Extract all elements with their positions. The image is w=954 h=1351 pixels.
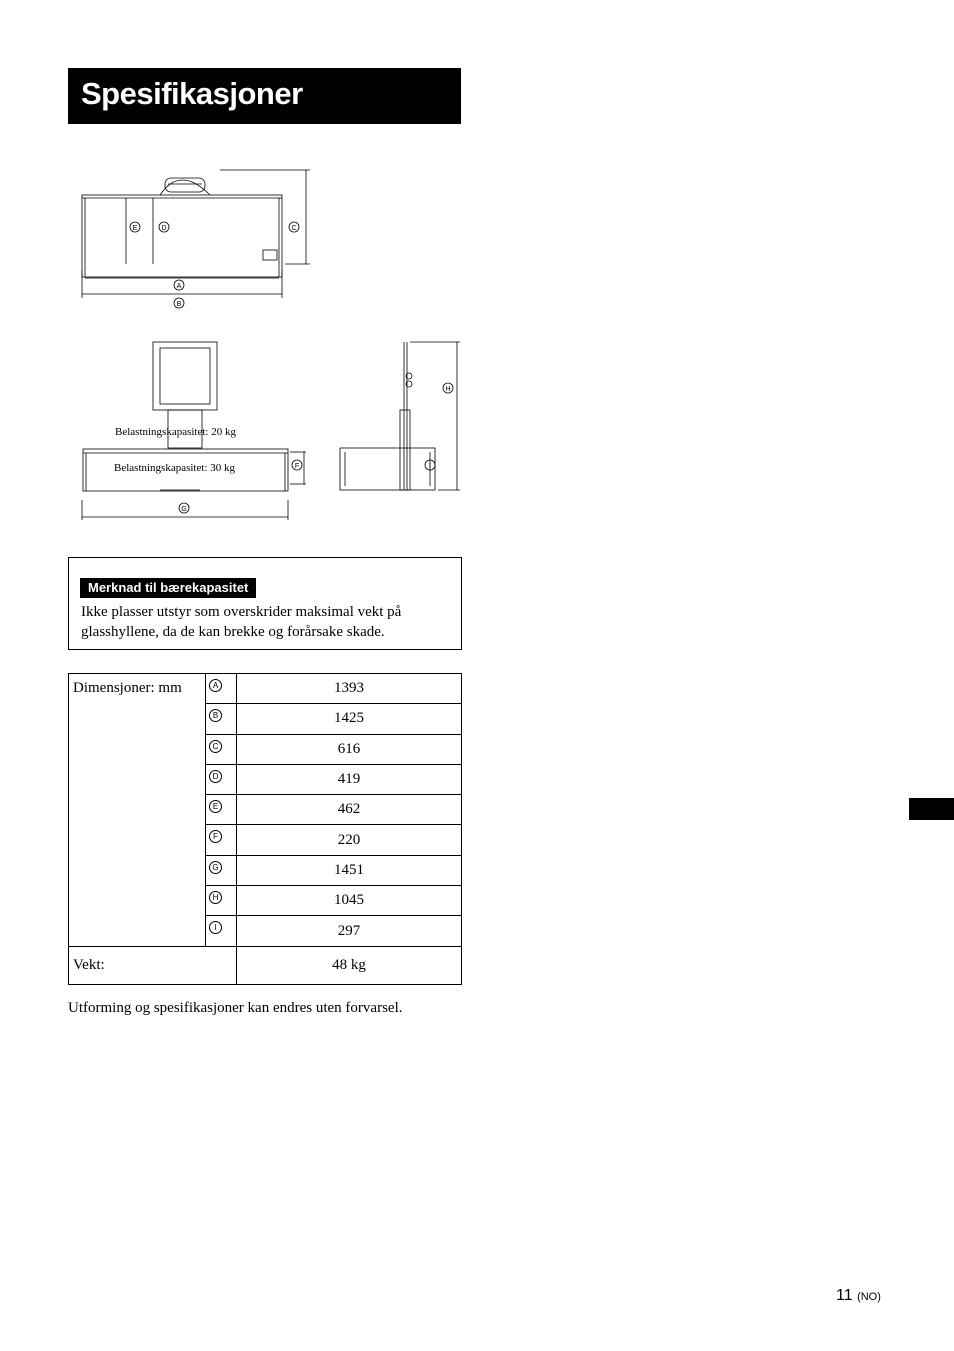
note-text: Ikke plasser utstyr som overskrider maksimal vekt på glasshyllene, da de kan brekke og forårsake skade. <box>81 604 402 640</box>
side-view-drawing <box>340 342 460 490</box>
page-number-value: 11 <box>836 1287 853 1304</box>
dimension-value: 462 <box>237 795 462 825</box>
dimension-symbol: D <box>209 770 222 783</box>
marker-e <box>130 222 140 232</box>
dimension-value: 1451 <box>237 855 462 885</box>
marker-g <box>179 503 189 513</box>
specifications-table <box>68 673 462 985</box>
section-tab-marker <box>909 798 954 820</box>
page-title-bar <box>68 68 461 124</box>
weight-label: Vekt: <box>69 946 237 984</box>
page-title: Spesifikasjoner <box>81 76 303 111</box>
dimension-value: 1393 <box>237 674 462 704</box>
note-heading: Merknad til bærekapasitet <box>80 578 256 598</box>
marker-d <box>159 222 169 232</box>
table-row <box>69 946 462 984</box>
weight-value: 48 kg <box>237 946 462 984</box>
marker-h <box>443 383 453 393</box>
dimension-value: 616 <box>237 734 462 764</box>
svg-text:D: D <box>161 225 167 232</box>
load-capacity-upper: Belastningskapasitet: 20 kg <box>115 426 236 438</box>
marker-a <box>174 280 184 290</box>
load-capacity-note <box>68 557 462 650</box>
svg-text:E: E <box>132 225 138 232</box>
svg-text:I: I <box>429 463 431 470</box>
dimension-value: 220 <box>237 825 462 855</box>
svg-text:G: G <box>181 506 187 513</box>
dimension-value: 1045 <box>237 886 462 916</box>
dimension-value: 1425 <box>237 704 462 734</box>
page-language: (NO) <box>857 1291 881 1303</box>
dimension-symbol: I <box>209 921 222 934</box>
dimension-value: 419 <box>237 764 462 794</box>
page-number <box>836 1287 881 1305</box>
svg-text:C: C <box>291 225 297 232</box>
marker-b <box>174 298 184 308</box>
top-view-drawing <box>82 170 310 298</box>
dimension-symbol: C <box>209 740 222 753</box>
svg-text:F: F <box>294 463 300 470</box>
dimension-value: 297 <box>237 916 462 946</box>
svg-text:B: B <box>176 301 182 308</box>
dimension-symbol: H <box>209 891 222 904</box>
marker-c <box>289 222 299 232</box>
dimension-diagram <box>60 160 480 530</box>
dimension-symbol: G <box>209 861 222 874</box>
dimension-symbol: A <box>209 679 222 692</box>
svg-text:H: H <box>445 386 451 393</box>
dimension-symbol: E <box>209 800 222 813</box>
svg-text:A: A <box>176 283 182 290</box>
marker-f <box>292 460 302 470</box>
table-row <box>69 674 462 704</box>
dimensions-label: Dimensjoner: mm <box>69 674 206 947</box>
dimension-symbol: B <box>209 709 222 722</box>
load-capacity-lower: Belastningskapasitet: 30 kg <box>114 462 235 474</box>
footnote: Utforming og spesifikasjoner kan endres uten forvarsel. <box>68 1000 403 1016</box>
dimension-symbol: F <box>209 830 222 843</box>
